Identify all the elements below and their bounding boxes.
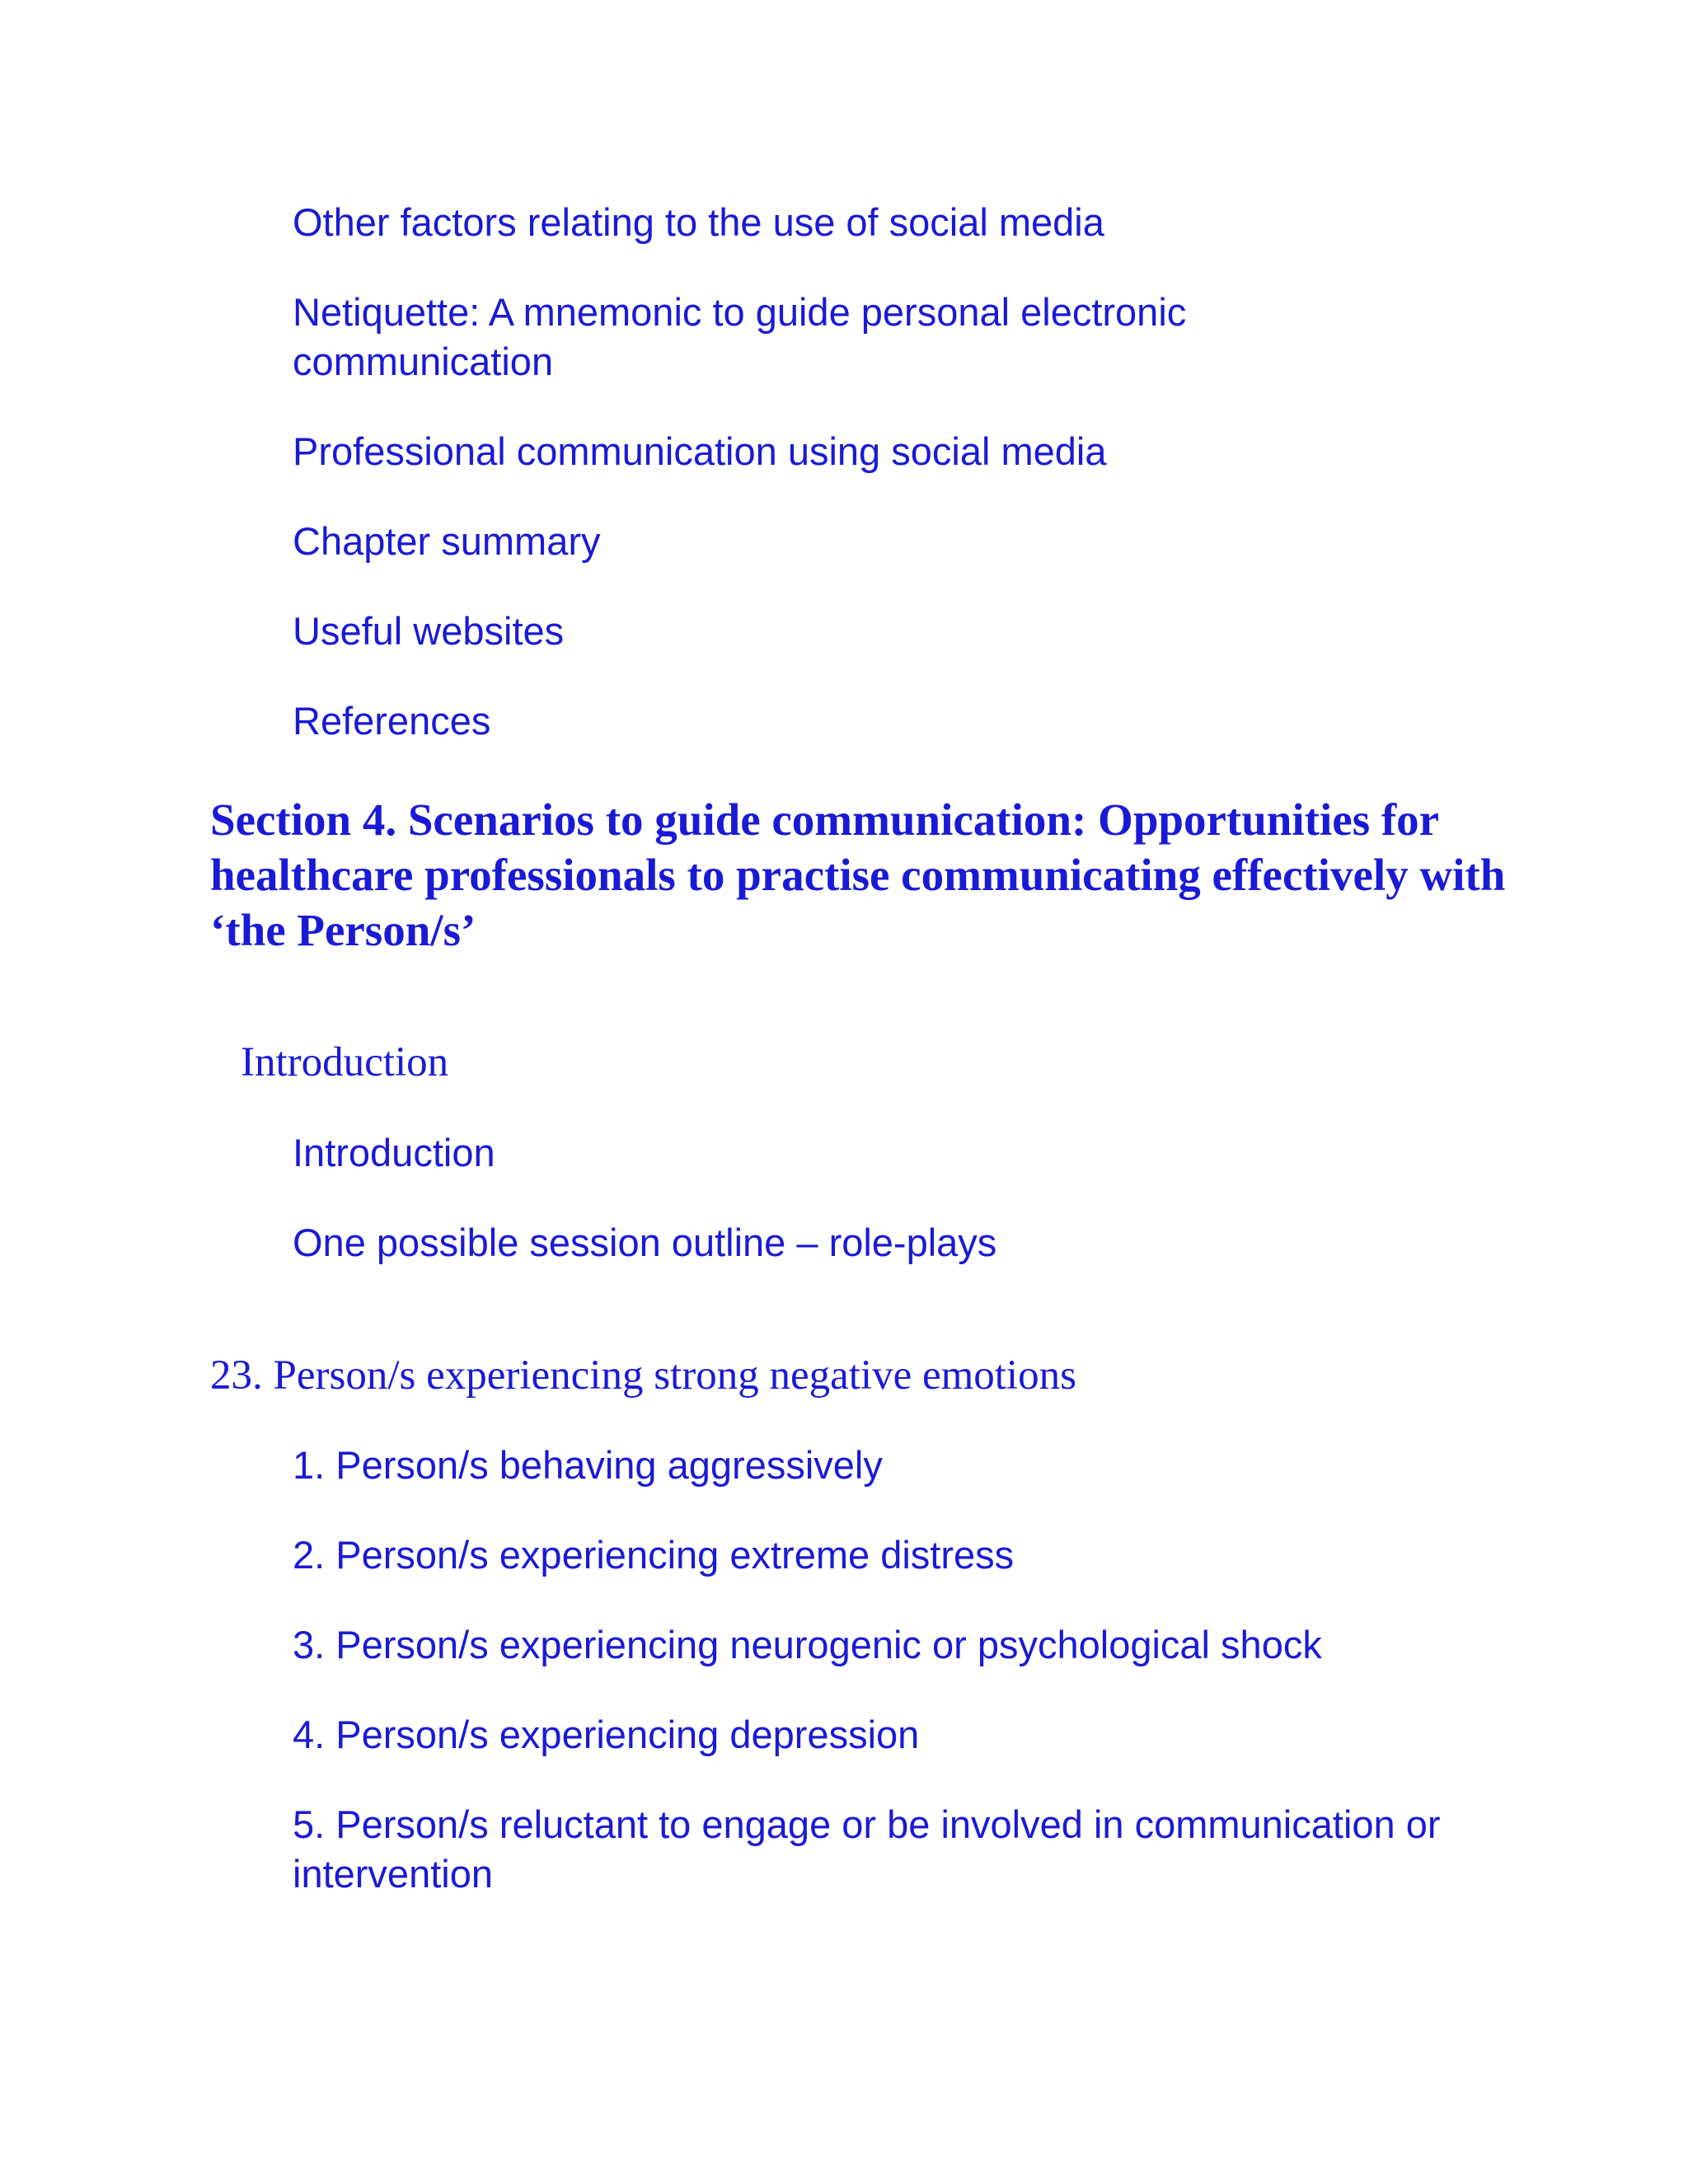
section-4-heading[interactable]: Section 4. Scenarios to guide communication: Opportunities for healthcare professionals to practise communicating effectively with ‘the Person/s’ [210,794,1506,955]
toc-link-professional-communication-social-media[interactable]: Professional communication using social media [293,429,1107,473]
toc-link-references[interactable]: References [293,699,491,743]
toc-link-behaving-aggressively[interactable]: 1. Person/s behaving aggressively [293,1443,883,1487]
toc-link-introduction[interactable]: Introduction [293,1131,495,1174]
toc-link-session-outline-role-plays[interactable]: One possible session outline – role-plays [293,1221,997,1264]
toc-link-chapter-summary[interactable]: Chapter summary [293,519,601,563]
toc-link-neurogenic-psychological-shock[interactable]: 3. Person/s experiencing neurogenic or psychological shock [293,1623,1322,1666]
toc-link-extreme-distress[interactable]: 2. Person/s experiencing extreme distress [293,1533,1015,1577]
toc-link-useful-websites[interactable]: Useful websites [293,609,565,653]
chapter-23-heading[interactable]: 23. Person/s experiencing strong negative emotions [210,1352,1076,1399]
toc-link-other-factors-social-media[interactable]: Other factors relating to the use of social media [293,200,1104,244]
intro-heading[interactable]: Introduction [241,1039,449,1085]
toc-link-netiquette[interactable]: Netiquette: A mnemonic to guide personal electronic communication [293,290,1187,383]
toc-link-reluctant-to-engage[interactable]: 5. Person/s reluctant to engage or be involved in communication or intervention [293,1802,1441,1896]
toc-link-depression[interactable]: 4. Person/s experiencing depression [293,1713,920,1756]
